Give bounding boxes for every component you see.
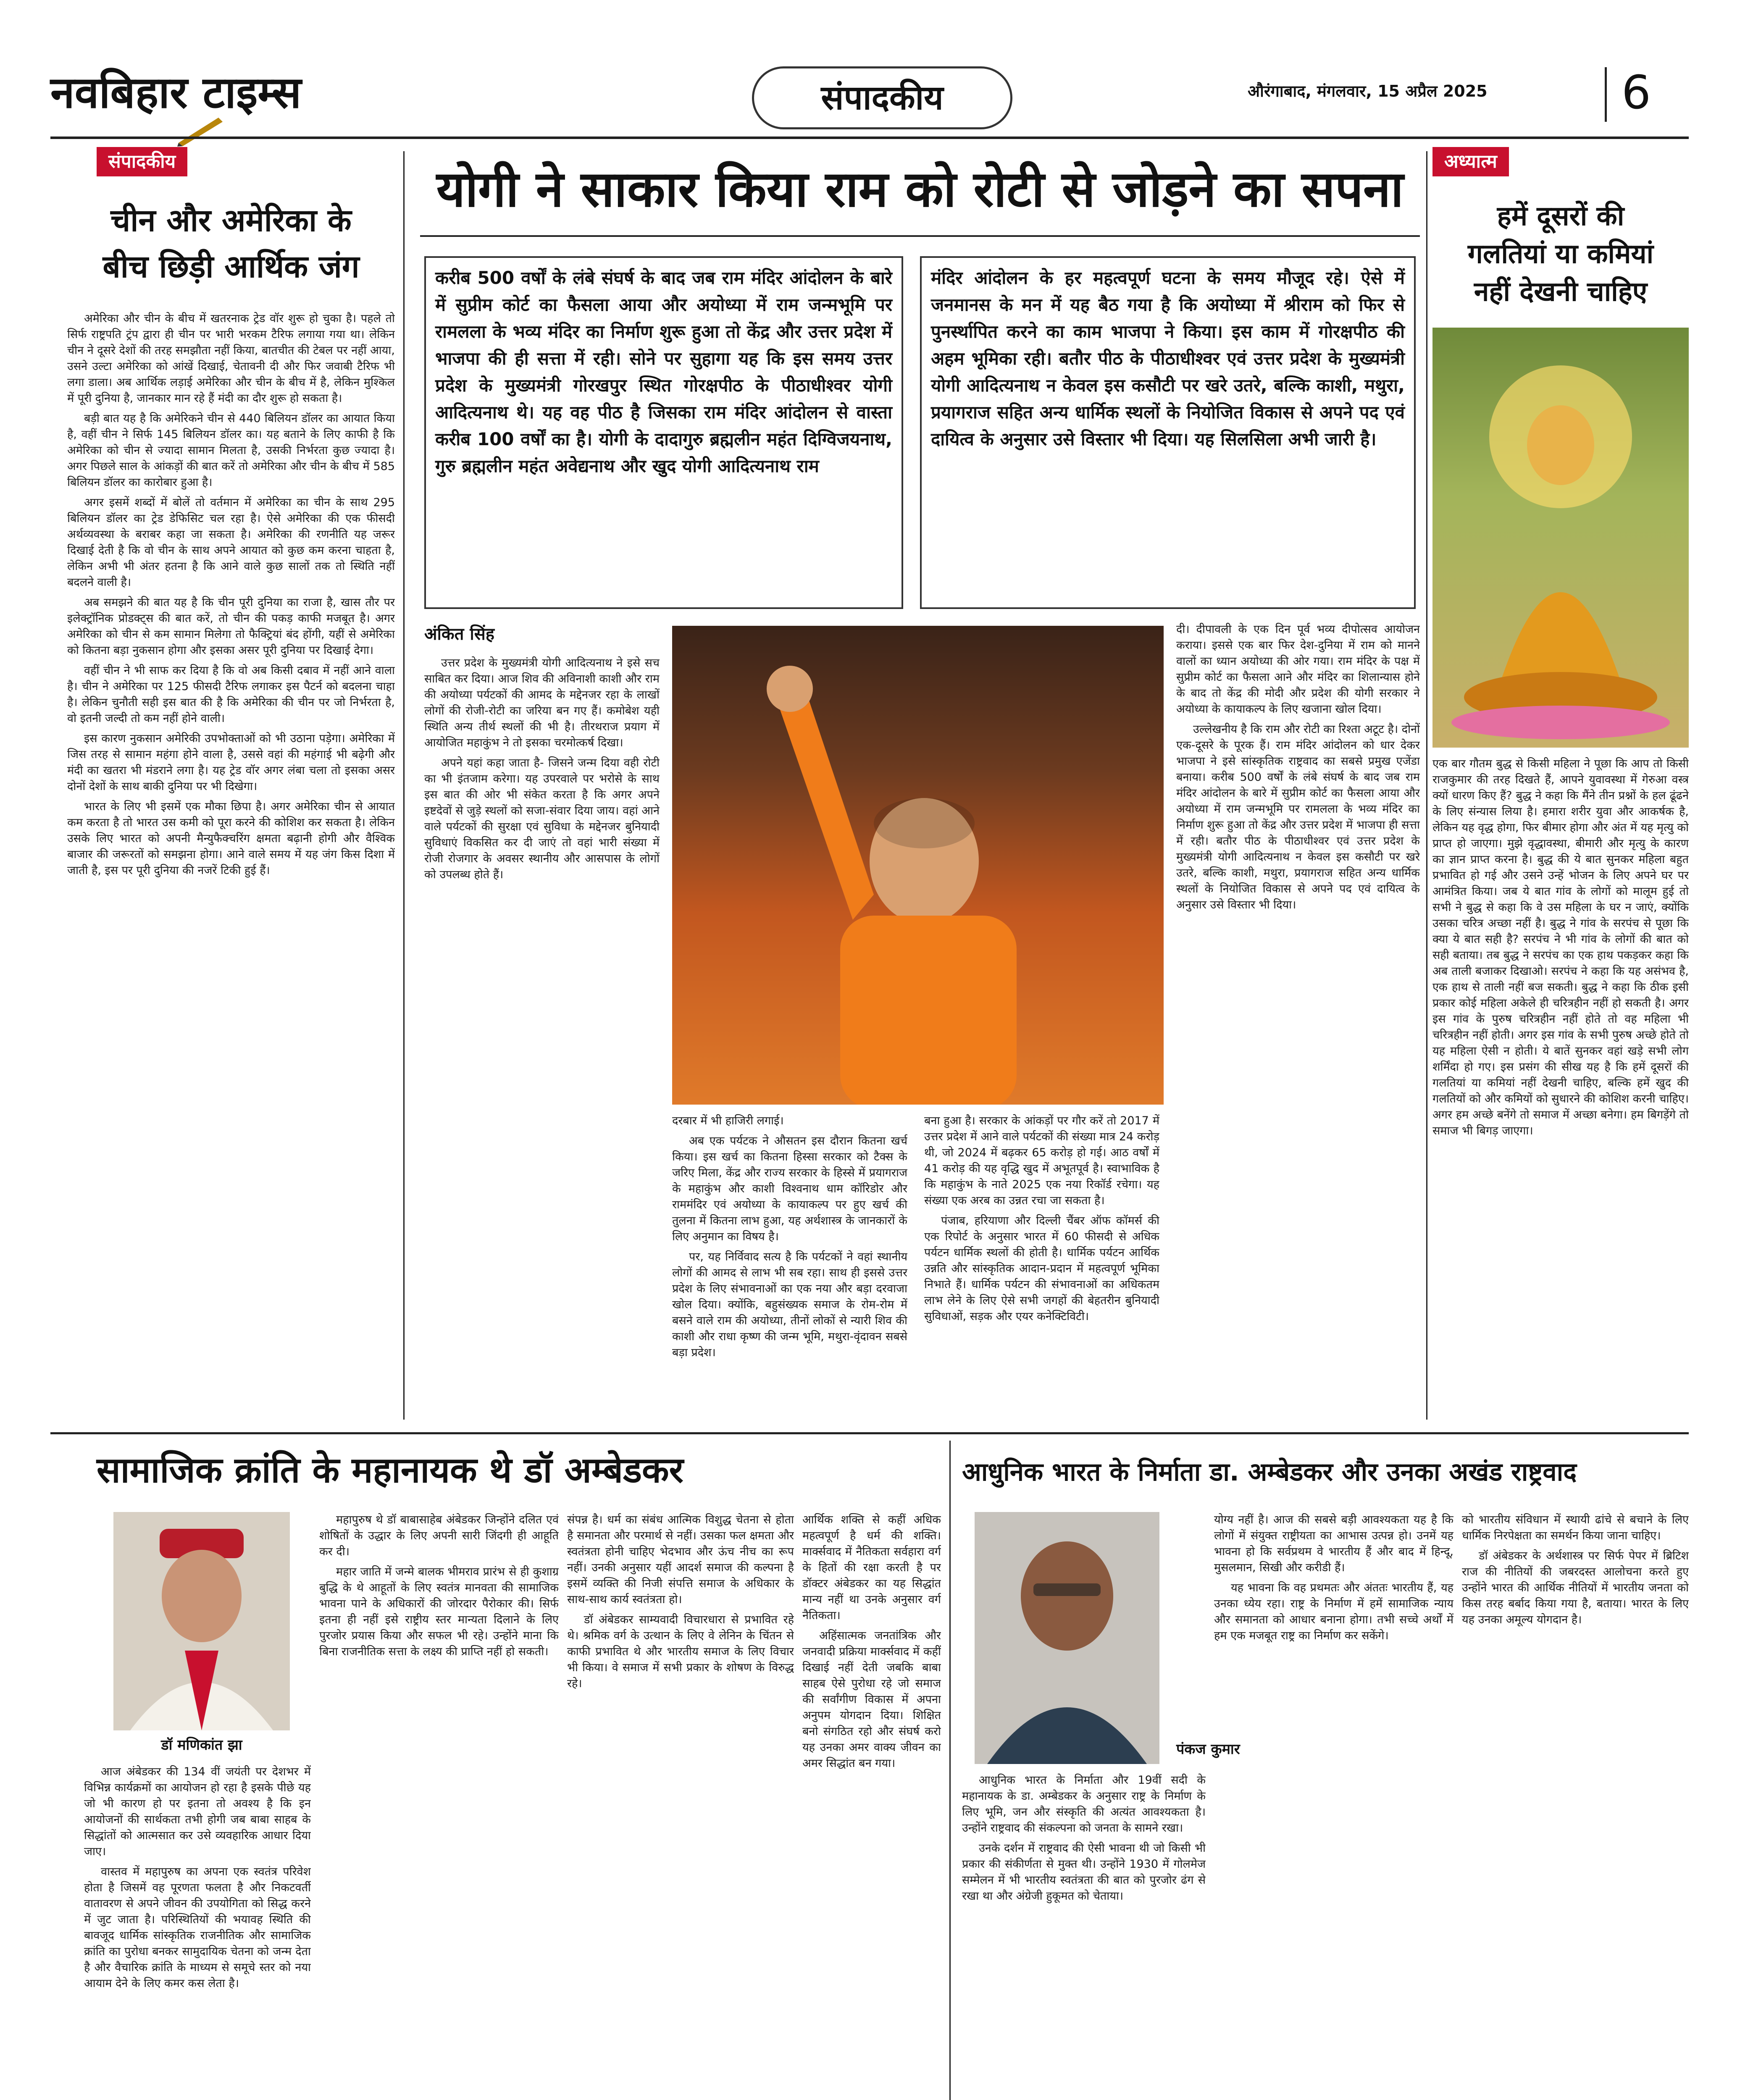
adhyatm-text: एक बार गौतम बुद्ध से किसी महिला ने पूछा कि आप तो किसी राजकुमार की तरह दिखते हैं, आपने युवावस्था में गेरुआ वस्त्र क्यों धारण किए हैं? बुद्ध ने कहा कि मैंने तीन प्रश्नों के हल ढूंढने के लिए संन्यास लिया है। हमारा शरीर युवा और आकर्षक है, लेकिन यह वृद्ध होगा, फिर बीमार होगा और अंत में यह मृत्यु को प्राप्त हो जाएगा। मुझे वृद्धावस्था, बीमारी और मृत्यु के कारण का ज्ञान प्राप्त करना है। बुद्ध की ये बात सुनकर महिला बहुत प्रभावित हो गई और उसने उन्हें भोजन के लिए अपने घर पर आमंत्रित किया। जब ये बात गांव के लोगों को मालूम हुई तो सभी ने बुद्ध से कहा कि वे उस महिला के घर न जाएं, क्योंकि उसका चरित्र अच्छा नहीं है। बुद्ध ने गांव के सरपंच से पूछा कि क्या ये बात सही है? सरपंच ने भी गांव के लोगों की बात को सही बताया। तब बुद्ध ने सरपंच का एक हाथ पकड़कर कहा कि अब ताली बजाकर दिखाओ। सरपंच ने कहा कि यह असंभव है, एक हाथ से ताली नहीं बज सकती। बुद्ध ने कहा कि ठीक इसी प्रकार कोई महिला अकेले ही चरित्रहीन नहीं हो सकती है। अगर इस गांव के पुरुष चरित्रहीन नहीं होते तो वह महिला भी चरित्रहीन नहीं होती। अगर इस गांव के सभी पुरुष अच्छे होते तो यह महिला ऐसी न होती। ये बातें सुनकर वहां खड़े सभी लोग शर्मिंदा हो गए। इस प्रसंग की सीख यह है कि हमें दूसरों की गलतियां या कमियां नहीं देखनी चाहिए, बल्कि हमें खुद की गलतियों को और कमियों को सुधारने की कोशिश करनी चाहिए। अगर हम अच्छे बनेंगे तो समाज में अच्छा बनेगा। हम बिगड़ेंगे तो समाज भी बिगड़ जाएगा। <box>1432 757 1689 1137</box>
ambedkar1-col-4 <box>802 1512 941 2100</box>
dateline: औरंगाबाद, मंगलवार, 15 अप्रैल 2025 <box>1248 82 1488 100</box>
main-para: बना हुआ है। सरकार के आंकड़ों पर गौर करें तो 2017 में उत्तर प्रदेश में आने वाले पर्यटकों की संख्या मात्र 24 करोड़ थी, जो 2024 में बढ़कर 65 करोड़ हो गई। आठ वर्षों में 41 करोड़ की यह वृद्धि खुद में अभूतपूर्व है। स्वाभाविक है कि महाकुंभ के नाते 2025 एक नया रिकॉर्ड रचेगा। यह संख्या एक अरब का उन्नत रचा जा सकता है। <box>924 1114 1159 1207</box>
ambedkar1-headline: सामाजिक क्रांति के महानायक थे डॉ अम्बेडकर <box>97 1449 683 1491</box>
left-para: भारत के लिए भी इसमें एक मौका छिपा है। अगर अमेरिका चीन से आयात कम करता है तो भारत उस कमी को पूरा करने की कोशिश कर सकता है। लेकिन उसके लिए भारत को अपनी मैन्युफैक्चरिंग क्षमता बढ़ानी होगी और वैश्विक बाजार की जरूरतों को समझना होगा। आने वाले समय में यह जंग किस दिशा में जाती है, इस पर पूरी दुनिया की नजरें टिकी हुई हैं। <box>67 800 395 877</box>
left-para: इस कारण नुकसान अमेरिकी उपभोक्ताओं को भी उठाना पड़ेगा। अमेरिका में जिस तरह से सामान महंगा होने वाला है, उससे वहां की महंगाई भी बढ़ेगी और मंदी का खतरा भी मंडराने लगा है। यह ट्रेड वॉर अगर लंबा चला तो इसका असर दोनों देशों के साथ बाकी दुनिया पर भी दिखेगा। <box>67 732 395 793</box>
left-para: बड़ी बात यह है कि अमेरिकने चीन से 440 बिलियन डॉलर का आयात किया है, वहीं चीन ने सिर्फ 145 बिलियन डॉलर का। यह बताने के लिए काफी है कि अमेरिका को चीन से ज्यादा सामान मिलता है, उसकी निर्भरता कुछ ज्यादा है। अगर पिछले साल के आंकड़ों की बात करें तो अमेरिका और चीन के बीच में 585 बिलियन डॉलर का कारोबार हुआ है। <box>67 412 395 489</box>
buddha-image <box>1432 328 1689 748</box>
ambedkar1-para: वास्तव में महापुरुष का अपना एक स्वतंत्र परिवेश होता है जिसमें वह पूरणता फलता है और निकटवर्ती वातावरण से अपने जीवन की उपयोगिता को सिद्ध करने में जुट जाता है। परिस्थितियों की भयावह स्थिति की बावजूद धार्मिक सांस्कृतिक राजनीतिक और सामाजिक क्रांति का पुरोधा बनकर सामुदायिक चेतना को जन्म देता है और वैचारिक क्रांति के माध्यम से समूचे स्तर को नया आयाम देने के लिए कमर कस लेता है। <box>84 1865 311 1990</box>
author-photo-2 <box>975 1512 1159 1764</box>
main-col-1 <box>424 655 660 1424</box>
left-title-line2: बीच छिड़ी आर्थिक जंग <box>103 249 360 285</box>
left-para: अब समझने की बात यह है कि चीन पूरी दुनिया का राजा है, खास तौर पर इलेक्ट्रॉनिक प्रोडक्ट्स की बात करें, तो चीन की पकड़ काफी मजबूत है। अगर अमेरिका को चीन से कम सामान मिलेगा तो फैक्ट्रियां बंद होंगी, यहीं से अमेरिका को कितना बड़ा नुकसान होगा और इसका असर पूरी दुनिया पर दिखाई देगा। <box>67 596 395 657</box>
ambedkar2-col-3 <box>1462 1512 1689 2100</box>
main-col-4 <box>1176 622 1420 1424</box>
yogi-photo <box>672 626 1164 1105</box>
main-col-3 <box>924 1113 1159 1424</box>
main-para: उत्तर प्रदेश के मुख्यमंत्री योगी आदित्यनाथ ने इसे सच साबित कर दिया। आज शिव की अविनाशी काशी और राम की अयोध्या पर्यटकों की आमद के मद्देनजर रहा के लाखों लोगों की रोजी-रोटी का जरिया बन गए हैं। कमोबेश यही स्थिति अन्य तीर्थ स्थलों की भी है। तीरथराज प्रयाग में आयोजित महाकुंभ ने तो इसका चरमोत्कर्ष दिखा। <box>424 656 660 749</box>
pen-logo-icon <box>176 113 227 147</box>
masthead <box>50 63 1689 147</box>
main-para: अब एक पर्यटक ने औसतन इस दौरान कितना खर्च किया। इस खर्च का कितना हिस्सा सरकार को टैक्स के जरिए मिला, केंद्र और राज्य सरकार के हिस्से में प्रयागराज के महाकुंभ और काशी विश्वनाथ धाम कॉरिडोर और राममंदिर एवं अयोध्या के कायाकल्प पर हुए खर्च की तुलना में कितना लाभ हुआ, यह अर्थशास्त्र के जानकारों के लिए अनुमान का विषय है। <box>672 1134 907 1243</box>
masthead-rule <box>50 136 1689 139</box>
author-caption-2: पंकज कुमार <box>1176 1741 1240 1758</box>
left-title <box>67 197 395 290</box>
ambedkar2-para: योग्य नहीं है। आज की सबसे बड़ी आवश्यकता यह है कि लोगों में संयुक्त राष्ट्रीयता का आभास उत्पन्न हो। उनमें यह भावना हो कि सर्वप्रथम वे भारतीय हैं और बाद में हिन्दू, मुसलमान, सिखी और करीडी हैं। <box>1214 1513 1454 1574</box>
adhyatm-title <box>1432 197 1689 311</box>
left-para: अमेरिका और चीन के बीच में खतरनाक ट्रेड वॉर शुरू हो चुका है। पहले तो सिर्फ राष्ट्रपति ट्रंप द्वारा ही चीन पर भारी भरकम टैरिफ लगाया गया था। लेकिन चीन ने दूसरे देशों की तरह समझौता नहीं किया, बातचीत की टेबल पर नहीं आया, उसने उल्टा अमेरिका को आंखें दिखाई, चेतावनी दी और फिर जवाबी टैरिफ भी लगा डाला। अब आर्थिक लड़ाई अमेरिका और चीन के बीच में है, लेकिन मुश्किल में पूरी दुनिया है, जानकार मान रहे हैं मंदी का दौर शुरू हो सकता है। <box>67 312 395 405</box>
page-number: 6 <box>1622 66 1651 119</box>
ambedkar1-col-1 <box>84 1764 311 2100</box>
main-para: अपने यहां कहा जाता है- जिसने जन्म दिया वही रोटी का भी इंतजाम करेगा। यह उपरवाले पर भरोसे के साथ इस बात की ओर भी संकेत करता है कि अगर अपने इष्टदेवों से जुड़े स्थलों को सजा-संवार दिया जाय। वहां आने वाले पर्यटकों की सुरक्षा एवं सुविधा के मद्देनजर बुनियादी सुविधाएं विकसित कर दी जाएं तो वहां भारी संख्या में रोजी रोजगार के अवसर स्थानीय और आसपास के लोगों को उपलब्ध होते हैं। <box>424 756 660 881</box>
ambedkar2-para: आधुनिक भारत के निर्माता और 19वीं सदी के महानायक के डा. अम्बेडकर के अनुसार राष्ट्र के निर्माण के लिए भूमि, जन और संस्कृति की अत्यंत आवश्यकता है। उन्होंने राष्ट्रवाद की संकल्पना को जनता के सामने रखा। <box>962 1774 1206 1835</box>
ambedkar1-para: आज अंबेडकर की 134 वीं जयंती पर देशभर में विभिन्न कार्यक्रमों का आयोजन हो रहा है इसके पीछे यह जो भी कारण हो पर इतना तो अवश्य है कि इन आयोजनों की सार्थकता तभी होगी जब बाबा साहब के सिद्धांतों को आत्मसात कर उसे व्यवहारिक आधार दिया जाए। <box>84 1765 311 1858</box>
ambedkar1-para: डॉ अंबेडकर साम्यवादी विचारधारा से प्रभावित रहे थे। श्रमिक वर्ग के उत्थान के लिए वे लेनिन के चिंतन से काफी प्रभावित थे और भारतीय समाज के लिए विचार भी किया। वे समाज में सभी प्रकार के शोषण के विरुद्ध रहे। <box>567 1613 794 1690</box>
section-rule-1 <box>50 1432 1689 1434</box>
left-article <box>67 311 395 1420</box>
ambedkar2-headline: आधुनिक भारत के निर्माता डा. अम्बेडकर और उनका अखंड राष्ट्रवाद <box>962 1457 1577 1487</box>
main-para: उल्लेखनीय है कि राम और रोटी का रिश्ता अटूट है। दोनों एक-दूसरे के पूरक हैं। राम मंदिर आंदोलन को धार देकर भाजपा ने इसे सांस्कृतिक राष्ट्रवाद का सबसे प्रमुख एजेंडा बनाया। करीब 500 वर्षों के लंबे संघर्ष के बाद जब राम मंदिर आंदोलन के बारे में सुप्रीम कोर्ट का फैसला आया और अयोध्या में राम जन्मभूमि पर रामलला के भव्य मंदिर का निर्माण शुरू हुआ तो केंद्र और उत्तर प्रदेश में भाजपा ही सत्ता में रही। बतौर पीठ के पीठाधीश्वर एवं उत्तर प्रदेश के मुख्यमंत्री योगी आदित्यनाथ न केवल इस कसौटी पर खरे उतरे, बल्कि काशी, मथुरा, प्रयागराज सहित अन्य धार्मिक स्थलों के नियोजित विकास से अपने पद एवं दायित्व के अनुसार उसे विस्तार भी दिया। <box>1176 723 1420 911</box>
ambedkar1-para: महापुरुष थे डॉ बाबासाहेब अंबेडकर जिन्होंने दलित एवं शोषितों के उद्धार के लिए अपनी सारी जिंदगी ही आहूति कर दी। <box>319 1513 559 1558</box>
deck-text-right: मंदिर आंदोलन के हर महत्वपूर्ण घटना के समय मौजूद रहे। ऐसे में जनमानस के मन में यह बैठ गया है कि अयोध्या में श्रीराम को फिर से पुनर्स्थापित करने का काम भाजपा ने किया। इस काम में गोरक्षपीठ की अहम भूमिका रही। बतौर पीठ के पीठाधीश्वर एवं उत्तर प्रदेश के मुख्यमंत्री योगी आदित्यनाथ न केवल इस कसौटी पर खरे उतरे, बल्कि काशी, मथुरा, प्रयागराज सहित अन्य धार्मिक स्थलों के नियोजित विकास से अपने पद एवं दायित्व के अनुसार उसे विस्तार भी दिया। यह सिलसिला अभी जारी है। <box>931 268 1405 449</box>
ambedkar2-col-1 <box>962 1772 1206 2100</box>
byline: अंकित सिंह <box>424 625 495 644</box>
adhyatm-title-line2: गलतियां या कमियां <box>1467 239 1654 270</box>
ambedkar1-para: अहिंसात्मक जनतांत्रिक और जनवादी प्रक्रिया मार्क्सवाद में कहीं दिखाई नहीं देती जबकि बाबा साहब ऐसे पुरोधा रहे जो समाज की सर्वांगीण विकास में अपना अनुपम योगदान दिया। शिक्षित बनो संगठित रहो और संघर्ष करो यह उनका अमर वाक्य जीवन का अमर सिद्धांत बन गया। <box>802 1629 941 1770</box>
adhyatm-title-line1: हमें दूसरों की <box>1497 201 1624 232</box>
left-section-tag: संपादकीय <box>97 147 187 176</box>
ambedkar1-para: आर्थिक शक्ति से कहीं अधिक महत्वपूर्ण है धर्म की शक्ति। मार्क्सवाद में नैतिकता सर्वहारा वर्ग के हितों की रक्षा करती है पर डॉक्टर अंबेडकर का यह सिद्धांत मान्य नहीं था उनके अनुसार वर्ग नैतिकता। <box>802 1513 941 1622</box>
page-no-divider <box>1605 67 1607 122</box>
paper-name: नवबिहार टाइम्स <box>50 67 302 118</box>
left-para: अगर इसमें शब्दों में बोलें तो वर्तमान में अमेरिका का चीन के साथ 295 बिलियन डॉलर का ट्रेड डेफिसिट चल रहा है। ऐसे अमेरिका की एक फीसदी अर्थव्यवस्था के बराबर कहा जा सकता है। अमेरिका की रणनीति यह जरूर दिखाई देती है कि वो चीन के साथ अपने आयात को कुछ कम करना चाहता है, लेकिन अभी भी अंतर हतना है कि आने वाले कुछ सालों तक तो स्थिति नहीं बदलने वाली है। <box>67 496 395 589</box>
ambedkar1-col-3 <box>567 1512 794 2100</box>
adhyatm-tag: अध्यात्म <box>1432 147 1509 176</box>
left-title-line1: चीन और अमेरिका के <box>110 202 352 239</box>
ambedkar2-para: उनके दर्शन में राष्ट्रवाद की ऐसी भावना थी जो किसी भी प्रकार की संकीर्णता से मुक्त थी। उन्होंने 1930 में गोलमेज सम्मेलन में भी भारतीय स्वतंत्रता की बात को पुरजोर ढंग से रखा था और अंग्रेजी हुकूमत को चेताया। <box>962 1842 1206 1903</box>
ambedkar-divider <box>949 1441 951 2100</box>
main-para: दी। दीपावली के एक दिन पूर्व भव्य दीपोत्सव आयोजन कराया। इससे एक बार फिर देश-दुनिया में राम को मानने वालों का ध्यान अयोध्या की ओर गया। राम मंदिर के पक्ष में सुप्रीम कोर्ट का फैसला आने और मंदिर का शिलान्यास होने के बाद तो केंद्र की मोदी और प्रदेश की योगी सरकार ने अयोध्या के कायाकल्प के लिए खजाना खोल दिया। <box>1176 623 1420 716</box>
section-pill <box>752 66 1012 129</box>
ambedkar1-para: संपन्न है। धर्म का संबंध आत्मिक विशुद्ध चेतना से होता है समानता और परमार्थ से नहीं। उसका फल क्षमता और स्वतंत्रता होनी चाहिए भेदभाव और ऊंच नीच का रूप नहीं। उनकी अनुसार यहीं आदर्श समाज की कल्पना है इसमें व्यक्ति की निजी संपत्ति समाज के अधिकार के साथ-साथ कार्य स्वतंत्रता हो। <box>567 1513 794 1606</box>
main-col-2 <box>672 1113 907 1424</box>
headline-rule <box>420 235 1420 237</box>
main-headline: योगी ने साकार किया राम को रोटी से जोड़ने का सपना <box>436 160 1404 218</box>
deck-box-left <box>424 256 903 609</box>
author-photo-1 <box>113 1512 290 1730</box>
adhyatm-title-line3: नहीं देखनी चाहिए <box>1474 276 1648 307</box>
right-col-divider <box>1426 151 1427 1420</box>
author-caption-1: डॉ मणिकांत झा <box>161 1737 242 1754</box>
main-para: पर, यह निर्विवाद सत्य है कि पर्यटकों ने वहां स्थानीय लोगों की आमद से लाभ भी सब रहा। साथ ही इससे उत्तर प्रदेश के लिए संभावनाओं का एक नया और बड़ा दरवाजा खोल दिया। क्योंकि, बहुसंख्यक समाज के रोम-रोम में बसने वाले राम की अयोध्या, तीनों लोकों से न्यारी शिव की काशी और राधा कृष्ण की जन्म भूमि, मथुरा-वृंदावन सबसे बड़ा प्रदेश। <box>672 1250 907 1359</box>
main-para: दरबार में भी हाजिरी लगाई। <box>672 1114 784 1127</box>
ambedkar2-para: यह भावना कि वह प्रथमतः और अंततः भारतीय हैं, यह उनका ध्येय रहा। राष्ट्र के निर्माण में हमें सामाजिक न्याय और समानता को आधार बनाना होगा। तभी सच्चे अर्थों में हम एक मजबूत राष्ट्र का निर्माण कर सकेंगे। <box>1214 1581 1454 1642</box>
ambedkar2-para: डॉ अंबेडकर के अर्थशास्त्र पर सिर्फ पेपर में ब्रिटिश राज की नीतियों की जबरदस्त आलोचना करते हुए उन्होंने भारत की आर्थिक नीतियों में भारतीय जनता को किस तरह बर्बाद किया गया है, बताया। भारत के लिए यह उनका अमूल्य योगदान है। <box>1462 1549 1689 1626</box>
main-para: पंजाब, हरियाणा और दिल्ली चैंबर ऑफ कॉमर्स की एक रिपोर्ट के अनुसार भारत में 60 फीसदी से अधिक पर्यटन धार्मिक स्थलों की होती है। धार्मिक पर्यटन आर्थिक उन्नति और सांस्कृतिक आदान-प्रदान में महत्वपूर्ण भूमिका निभाते हैं। धार्मिक पर्यटन की संभावनाओं का अधिकतम लाभ लेने के लिए ऐसे सभी जगहों की बेहतरीन बुनियादी सुविधाओं, सड़क और एयर कनेक्टिविटी। <box>924 1214 1159 1323</box>
ambedkar2-col-2 <box>1214 1512 1454 2100</box>
section-title: संपादकीय <box>821 78 944 117</box>
ambedkar1-para: महार जाति में जन्मे बालक भीमराव प्रारंभ से ही कुशाग्र बुद्धि के थे आहूतों के लिए स्वतंत्र मानवता की सामाजिक भावना पाने के अधिकारों की जोरदार पैरोकार की। सिर्फ इतना ही नहीं इसे राष्ट्रीय स्तर मान्यता दिलाने के लिए पुरजोर प्रयास किया और सफल भी रहे। उन्होंने माना कि बिना राजनीतिक सत्ता के लक्ष्य की प्राप्ति नहीं हो सकती। <box>319 1565 559 1658</box>
deck-text-left: करीब 500 वर्षों के लंबे संघर्ष के बाद जब राम मंदिर आंदोलन के बारे में सुप्रीम कोर्ट का फैसला आया और अयोध्या में राम जन्मभूमि पर रामलला के भव्य मंदिर का निर्माण शुरू हुआ तो केंद्र और उत्तर प्रदेश में भाजपा की ही सत्ता में रही। सोने पर सुहागा यह कि इस समय उत्तर प्रदेश के मुख्यमंत्री गोरखपुर स्थित गोरक्षपीठ के पीठाधीश्वर योगी आदित्यनाथ थे। यह वह पीठ है जिसका राम मंदिर आंदोलन से वास्ता करीब 100 वर्षों का है। योगी के दादागुरु ब्रह्मलीन महंत दिग्विजयनाथ, गुरु ब्रह्मलीन महंत अवेद्यनाथ और खुद योगी आदित्यनाथ राम <box>435 268 892 476</box>
deck-box-right <box>920 256 1416 609</box>
left-para: वहीं चीन ने भी साफ कर दिया है कि वो अब किसी दबाव में नहीं आने वाला है। चीन ने अमेरिका पर 125 फीसदी टैरिफ लगाकर इस पैटर्न को बदलना चाहा है। लेकिन चुनौती सही इस बात की है कि अमेरिका की चीन पर जो निर्भरता है, वो इतनी जल्दी तो कम नहीं होने वाली। <box>67 664 395 725</box>
ambedkar1-col-2 <box>319 1512 559 2100</box>
left-col-divider <box>403 151 405 1420</box>
ambedkar2-para: को भारतीय संविधान में स्थायी ढांचे से बचाने के लिए धार्मिक निरपेक्षता का समर्थन किया जाना चाहिए। <box>1462 1513 1689 1542</box>
